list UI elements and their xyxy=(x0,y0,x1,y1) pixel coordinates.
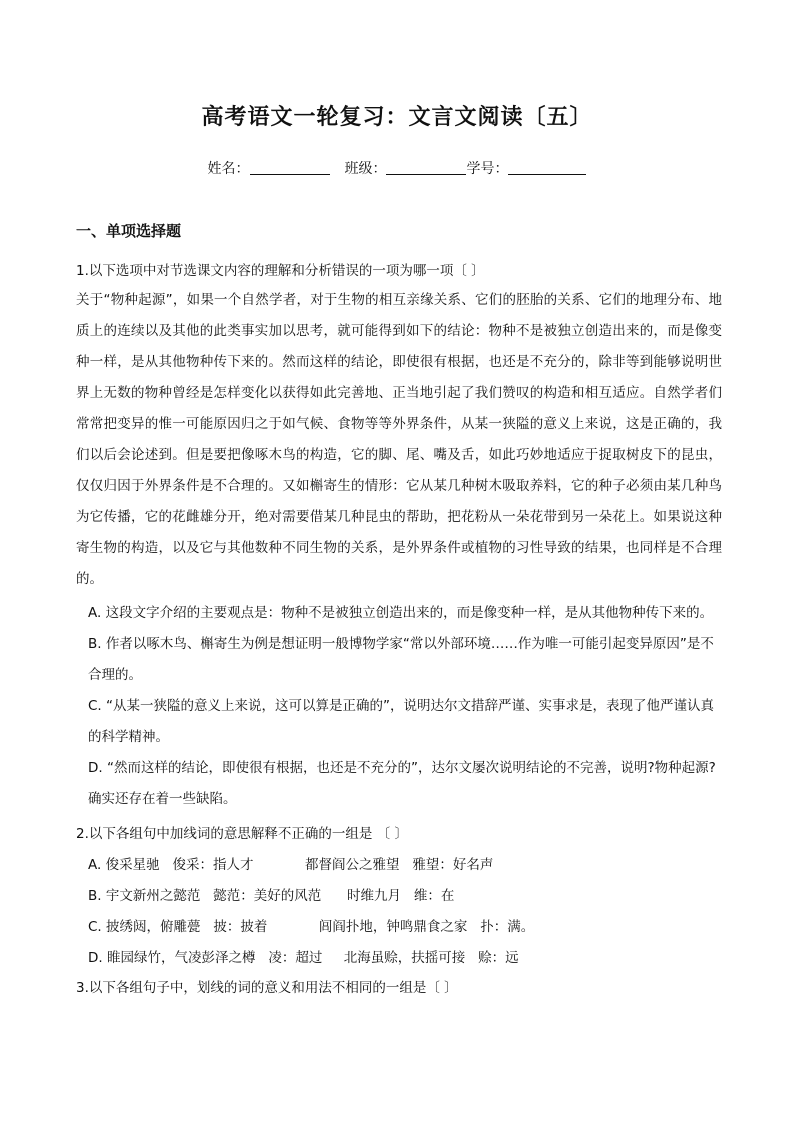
page-title: 高考语文一轮复习：文言文阅读〔五〕 xyxy=(201,104,593,130)
question-2-stem: 2.以下各组句中加线词的意思解释不正确的一组是 〔 〕 xyxy=(76,826,408,842)
question-2-option-c: C. 披绣闼，俯雕甍 披：披着 闾阎扑地，钟鸣鼎食之家 扑：满。 xyxy=(88,919,535,935)
question-2-option-b: B. 宇文新州之懿范 懿范：美好的风范 时维九月 维：在 xyxy=(88,888,455,904)
question-1-passage: 关于“物种起源”，如果一个自然学者，对于生物的相互亲缘关系、它们的胚胎的关系、它们的地理分布、地质上的连续以及其他的此类事实加以思考，就可能得到如下的结论：物种不是被独立创造出来的，而是像变种一样，是从其他物种传下来的。然而这样的结论，即使很有根据，也还是不充分的，除非等到能够说明世界上无数的物种曾经是怎样变化以获得如此完善地、正当地引起了我们赞叹的构造和相互适应。自然学者们常常把变异的惟一可能原因归之于如气候、食物等等外界条件，从某一狭隘的意义上来说，这是正确的，我们以后会论述到。但是要把像啄木鸟的构造，它的脚、尾、嘴及舌，如此巧妙地适应于捉取树皮下的昆虫，仅仅归因于外界条件是不合理的。又如槲寄生的情形：它从某几种树木吸取养料，它的种子必须由某几种鸟为它传播，它的花雌雄分开，绝对需要借某几种昆虫的帮助，把花粉从一朵花带到另一朵花上。如果说这种寄生物的构造，以及它与其他数种不同生物的关系，是外界条件或植物的习性导致的结果，也同样是不合理的。 xyxy=(76,292,722,587)
name-blank[interactable] xyxy=(250,159,330,175)
question-1-stem: 1.以下选项中对节选课文内容的理解和分析错误的一项为哪一项〔 〕 xyxy=(76,263,485,279)
id-blank[interactable] xyxy=(508,159,586,175)
id-label: 学号： xyxy=(466,161,509,177)
question-1-option-d: D. “然而这样的结论，即使很有根据，也还是不充分的”，达尔文屡次说明结论的不完善，说明?物种起源?确实还存在着一些缺陷。 xyxy=(88,760,716,807)
class-blank[interactable] xyxy=(386,159,466,175)
class-label: 班级： xyxy=(344,161,387,177)
question-2-option-a: A. 俊采星驰 俊采：指人才 都督阎公之雅望 雅望：好名声 xyxy=(88,857,494,873)
question-2-option-d: D. 睢园绿竹，气凌彭泽之樽 凌：超过 北海虽赊，扶摇可接 赊：远 xyxy=(88,950,519,966)
name-label: 姓名： xyxy=(207,161,250,177)
section-heading: 一、单项选择题 xyxy=(76,222,182,240)
question-3-stem: 3.以下各组句子中，划线的词的意义和用法不相同的一组是〔 〕 xyxy=(76,980,458,996)
question-1-option-c: C. “从某一狭隘的意义上来说，这可以算是正确的”，说明达尔文措辞严谨、实事求是，表现了他严谨认真的科学精神。 xyxy=(88,698,714,745)
question-1-option-b: B. 作者以啄木鸟、槲寄生为例是想证明一般博物学家“常以外部环境……作为唯一可能引起变异原因”是不合理的。 xyxy=(88,636,714,683)
student-info-line xyxy=(0,158,794,178)
question-1-option-a: A. 这段文字介绍的主要观点是：物种不是被独立创造出来的，而是像变种一样，是从其他物种传下来的。 xyxy=(88,605,714,621)
